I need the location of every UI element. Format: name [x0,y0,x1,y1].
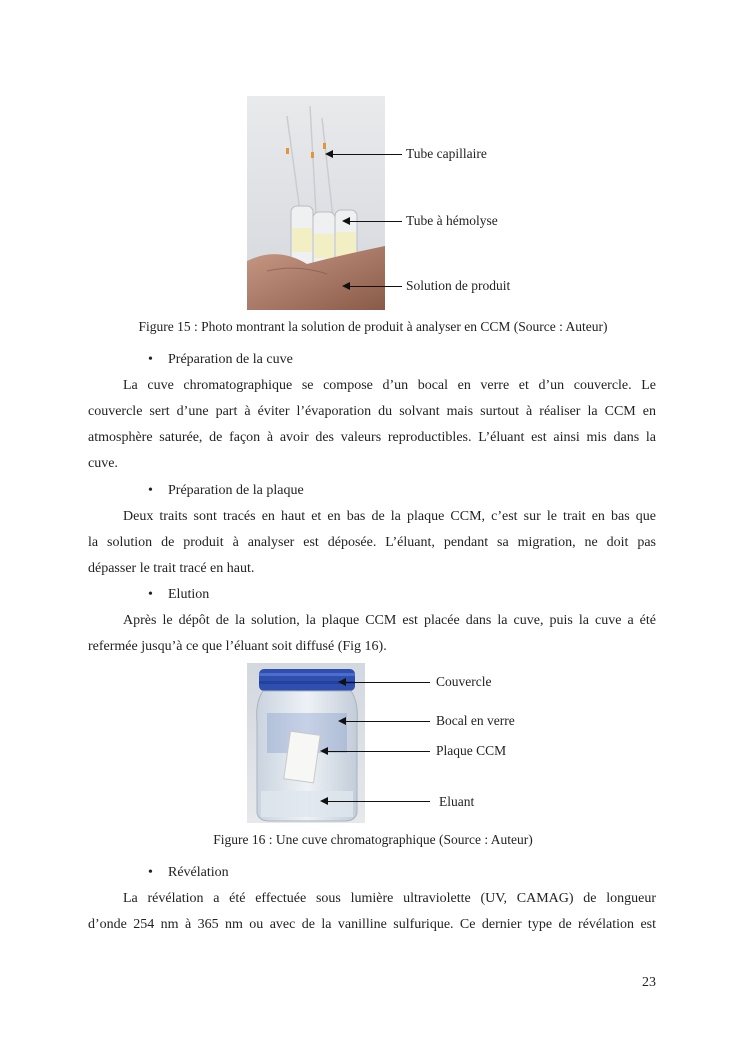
label-tube-capillaire: Tube capillaire [406,146,487,161]
figure-16-illustration [247,663,365,823]
label-solution-produit: Solution de produit [406,278,511,293]
paragraph [88,373,656,477]
paragraph [88,886,656,938]
label-tube-hemolyse: Tube à hémolyse [406,213,498,228]
label-plaque-ccm: Plaque CCM [436,743,507,758]
paragraph-line: La révélation a été effectuée sous lumière ultraviolette (UV, CAMAG) de longueur [123,891,656,906]
section-heading: Préparation de la cuve [168,352,293,367]
figure-15-photo [247,96,385,310]
paragraph [88,504,656,582]
label-couvercle: Couvercle [436,674,492,689]
arrow-bocal-verre [340,721,430,722]
arrow-eluant [322,801,430,802]
paragraph-line: d’onde 254 nm à 365 nm ou avec de la vanilline sulfurique. Ce dernier type de révélation est [88,917,656,932]
paragraph-line: Après le dépôt de la solution, la plaque CCM est placée dans la cuve, puis la cuve a été [123,613,656,628]
bullet-symbol: • [148,865,153,880]
paragraph-line: cuve. [88,456,118,471]
figure-16-photo [247,663,365,823]
paragraph-line: atmosphère saturée, de façon à avoir des valeurs reproductibles. L’éluant est ainsi mis dans la [88,430,656,445]
arrow-tube-capillaire [327,154,402,155]
figure-16-caption: Figure 16 : Une cuve chromatographique (Source : Auteur) [213,832,533,847]
page-number: 23 [642,975,656,990]
bullet-symbol: • [148,352,153,367]
arrow-couvercle [340,682,430,683]
arrow-solution-produit [344,286,402,287]
section-heading: Préparation de la plaque [168,483,304,498]
paragraph-line: Deux traits sont tracés en haut et en bas de la plaque CCM, c’est sur le trait en bas que [123,509,656,524]
arrow-tube-hemolyse [344,221,402,222]
bullet-symbol: • [148,587,153,602]
paragraph-line: dépasser le trait tracé en haut. [88,561,255,576]
section-heading: Révélation [168,865,229,880]
figure-15-caption: Figure 15 : Photo montrant la solution de produit à analyser en CCM (Source : Auteur) [138,319,608,334]
arrow-plaque-ccm [322,751,430,752]
label-eluant: Eluant [439,794,475,809]
paragraph-line: La cuve chromatographique se compose d’un bocal en verre et d’un couvercle. Le [123,378,656,393]
section-heading: Elution [168,587,210,602]
paragraph [88,608,656,660]
paragraph-line: refermée jusqu’à ce que l’éluant soit diffusé (Fig 16). [88,639,387,654]
paragraph-line: la solution de produit à analyser est déposée. L’éluant, pendant sa migration, ne doit pas [88,535,656,550]
label-bocal-verre: Bocal en verre [436,713,515,728]
paragraph-line: couvercle sert d’une part à éviter l’évaporation du solvant mais surtout à réaliser la CCM en [88,404,656,419]
bullet-symbol: • [148,483,153,498]
figure-15-illustration [247,96,385,310]
